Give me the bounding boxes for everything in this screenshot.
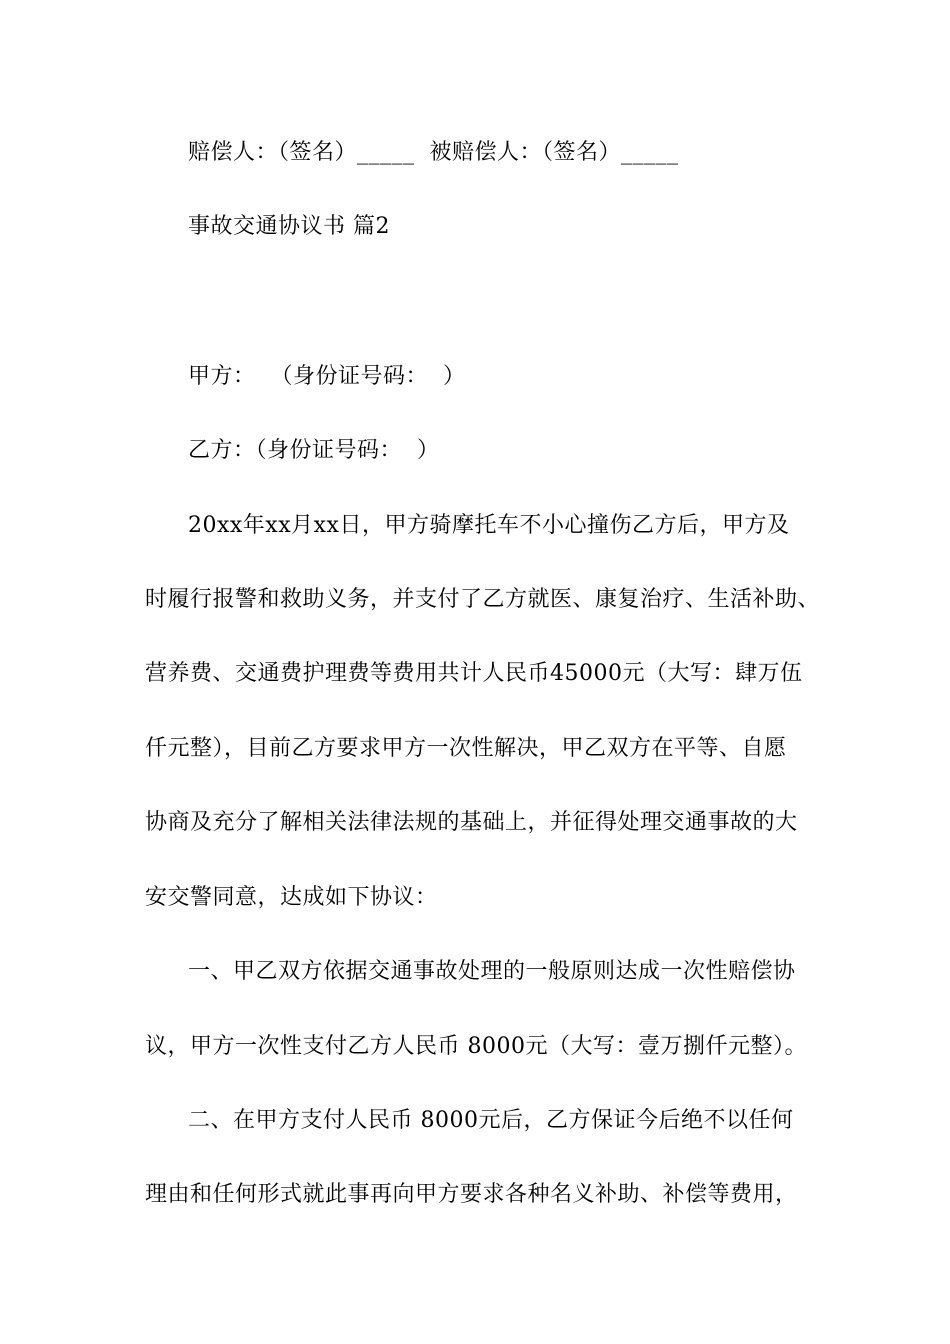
paragraph-line: 仟元整），目前乙方要求甲方一次性解决，甲乙双方在平等、自愿 — [145, 736, 787, 761]
paragraph-line: 20xx年xx月xx日，甲方骑摩托车不小心撞伤乙方后，甲方及 — [188, 513, 790, 538]
clause-line: 议，甲方一次性支付乙方人民币 8000元（大写：壹万捌仟元整）。 — [145, 1034, 807, 1059]
clause-line: 一、甲乙双方依据交通事故处理的一般原则达成一次性赔偿协 — [188, 959, 796, 984]
paragraph-line: 协商及充分了解相关法律法规的基础上，并征得处理交通事故的大 — [145, 810, 798, 835]
section-heading: 事故交通协议书 篇2 — [188, 214, 390, 239]
paragraph-line: 时履行报警和救助义务，并支付了乙方就医、康复治疗、生活补助、 — [145, 587, 821, 612]
paragraph-line: 营养费、交通费护理费等费用共计人民币45000元（大写：肆万伍 — [145, 661, 803, 686]
party-b-line: 乙方：（身份证号码： ） — [188, 438, 440, 463]
paragraph-line: 安交警同意，达成如下协议： — [145, 885, 438, 910]
clause-line: 二、在甲方支付人民币 8000元后，乙方保证今后绝不以任何 — [188, 1108, 794, 1133]
signature-line: 赔偿人：（签名）_____ 被赔偿人：（签名）_____ — [188, 140, 679, 165]
party-a-line: 甲方： （身份证号码： ） — [188, 364, 466, 389]
clause-line: 理由和任何形式就此事再向甲方要求各种名义补助、补偿等费用， — [145, 1182, 798, 1207]
